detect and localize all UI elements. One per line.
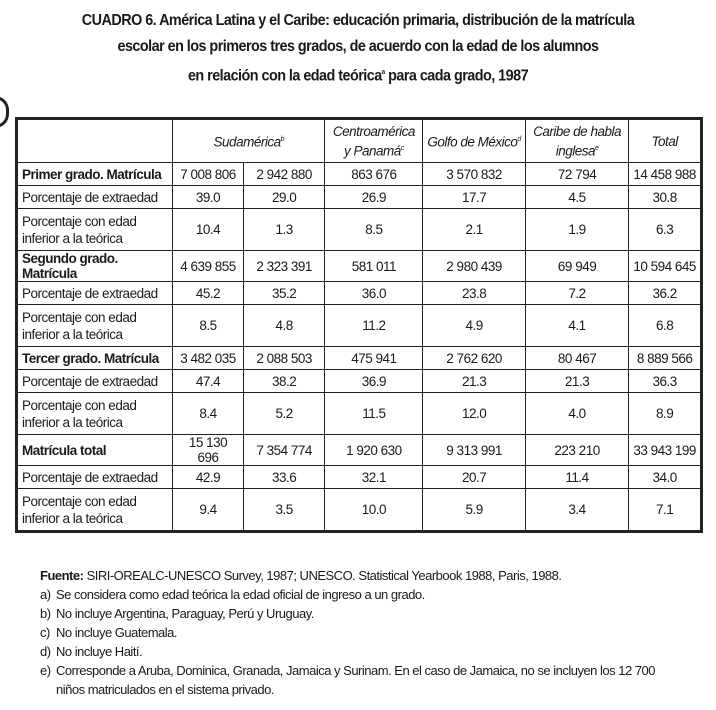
table-cell: 8.5 (173, 305, 244, 347)
table-cell: 5.9 (423, 489, 526, 532)
table-cell: 36.3 (629, 370, 702, 393)
footnotes (40, 566, 676, 699)
table-cell: 6.3 (629, 209, 702, 251)
table-cell: 5.2 (243, 393, 325, 435)
table-cell: 4.5 (525, 186, 628, 209)
table-cell: 36.9 (325, 370, 423, 393)
source-note: Fuente: SIRI-OREALC-UNESCO Survey, 1987; UNESCO. Statistical Yearbook 1988, Paris, 1988. (40, 568, 562, 583)
column-header: Caribe de habla inglesa$^e$ (525, 119, 628, 163)
table-cell: 8.5 (325, 209, 423, 251)
table-row (17, 489, 702, 532)
table-cell: 47.4 (173, 370, 244, 393)
table-cell: 72 794 (525, 163, 628, 186)
table-row (17, 251, 702, 282)
table-cell: 10 594 645 (629, 251, 702, 282)
table-cell: 9 313 991 (423, 435, 526, 466)
table-cell: 21.3 (423, 370, 526, 393)
table-cell: 8.9 (629, 393, 702, 435)
table-cell: 223 210 (525, 435, 628, 466)
table-cell: 80 467 (525, 347, 628, 370)
table-cell: 3.4 (525, 489, 628, 532)
column-header: Total (629, 119, 702, 163)
table-cell: 4.0 (525, 393, 628, 435)
table-cell: 33.6 (243, 466, 325, 489)
footnote: e) Corresponde a Aruba, Dominica, Granada, Jamaica y Surinam. En el caso de Jamaica, no se incluyen los 12 700 niños matriculados en el sistema privado. (40, 663, 656, 697)
table-cell: 11.5 (325, 393, 423, 435)
title-lead: CUADRO 6. (81, 12, 157, 29)
table-cell: 2 323 391 (243, 251, 325, 282)
column-header: Centroamérica y Panamá$^c$ (325, 119, 423, 163)
table-cell: 45.2 (173, 282, 244, 305)
table-cell: 2 762 620 (423, 347, 526, 370)
table-cell: 9.4 (173, 489, 244, 532)
table-cell: 21.3 (525, 370, 628, 393)
table-row (17, 370, 702, 393)
table-cell: 20.7 (423, 466, 526, 489)
table-cell: 3 570 832 (423, 163, 526, 186)
table-cell: 4.9 (423, 305, 526, 347)
table-cell: 36.0 (325, 282, 423, 305)
table-cell: 38.2 (243, 370, 325, 393)
table-cell: 11.4 (525, 466, 628, 489)
table-cell: 1 920 630 (325, 435, 423, 466)
table-cell: 7 354 774 (243, 435, 325, 466)
table-cell: 34.0 (629, 466, 702, 489)
table-cell: 2 980 439 (423, 251, 526, 282)
row-label: Primer grado. Matrícula (17, 163, 173, 186)
table-cell: 863 676 (325, 163, 423, 186)
table-cell: 35.2 (243, 282, 325, 305)
table-cell: 1.9 (525, 209, 628, 251)
table-cell: 7 008 806 (173, 163, 244, 186)
header-row (17, 119, 702, 163)
row-label: Porcentaje de extraedad (17, 282, 173, 305)
table-cell: 6.8 (629, 305, 702, 347)
row-label: Porcentaje con edad inferior a la teórica (17, 489, 173, 532)
row-label: Porcentaje con edad inferior a la teórica (17, 209, 173, 251)
table-cell: 475 941 (325, 347, 423, 370)
row-label: Porcentaje con edad inferior a la teórica (17, 393, 173, 435)
table-cell: 4.1 (525, 305, 628, 347)
table-cell: 39.0 (173, 186, 244, 209)
table-cell: 17.7 (423, 186, 526, 209)
table-cell: 1.3 (243, 209, 325, 251)
table-cell: 36.2 (629, 282, 702, 305)
footnote: b) No incluye Argentina, Paraguay, Perú y Uruguay. (40, 606, 314, 621)
table-cell: 8.4 (173, 393, 244, 435)
table-row (17, 393, 702, 435)
table-cell: 12.0 (423, 393, 526, 435)
row-label: Porcentaje de extraedad (17, 370, 173, 393)
table-cell: 2 942 880 (243, 163, 325, 186)
table-cell: 8 889 566 (629, 347, 702, 370)
table-cell: 10.0 (325, 489, 423, 532)
decorative-bracket (0, 96, 9, 128)
footnote: c) No incluye Guatemala. (40, 625, 178, 640)
table-cell: 4 639 855 (173, 251, 244, 282)
row-label: Porcentaje de extraedad (17, 186, 173, 209)
table-cell: 30.8 (629, 186, 702, 209)
table-cell: 23.8 (423, 282, 526, 305)
table-cell: 33 943 199 (629, 435, 702, 466)
table-row (17, 163, 702, 186)
table-row (17, 347, 702, 370)
column-header: Golfo de México$^d$ (423, 119, 526, 163)
row-label: Tercer grado. Matrícula (17, 347, 173, 370)
data-table (15, 117, 703, 533)
table-cell: 10.4 (173, 209, 244, 251)
table-row (17, 186, 702, 209)
table-cell: 42.9 (173, 466, 244, 489)
row-label: Matrícula total (17, 435, 173, 466)
footnote: a) Se considera como edad teórica la edad oficial de ingreso a un grado. (40, 587, 425, 602)
table-cell: 2 088 503 (243, 347, 325, 370)
table-cell: 2.1 (423, 209, 526, 251)
table-cell: 4.8 (243, 305, 325, 347)
table-cell: 32.1 (325, 466, 423, 489)
table-row (17, 435, 702, 466)
header-empty (17, 119, 173, 163)
table-row (17, 209, 702, 251)
row-label: Segundo grado. Matrícula (17, 251, 173, 282)
column-header: Sudamérica$^b$ (173, 119, 325, 163)
table-row (17, 305, 702, 347)
table-cell: 7.1 (629, 489, 702, 532)
table-cell: 14 458 988 (629, 163, 702, 186)
table-cell: 15 130 696 (173, 435, 244, 466)
row-label: Porcentaje con edad inferior a la teórica (17, 305, 173, 347)
table-cell: 3 482 035 (173, 347, 244, 370)
table-cell: 26.9 (325, 186, 423, 209)
table-cell: 29.0 (243, 186, 325, 209)
table-cell: 7.2 (525, 282, 628, 305)
table-row (17, 282, 702, 305)
table-cell: 581 011 (325, 251, 423, 282)
table-title: CUADRO 6. América Latina y el Caribe: educación primaria, distribución de la matrícula escolar en los primeros tres grados, de acuerdo con la edad de los alumnos en relación con la edad teórica$^a$ para cada grado, 1987 (81, 12, 635, 85)
table-row (17, 466, 702, 489)
row-label: Porcentaje de extraedad (17, 466, 173, 489)
table-cell: 3.5 (243, 489, 325, 532)
table-cell: 11.2 (325, 305, 423, 347)
table-cell: 69 949 (525, 251, 628, 282)
footnote: d) No incluye Haití. (40, 644, 143, 659)
